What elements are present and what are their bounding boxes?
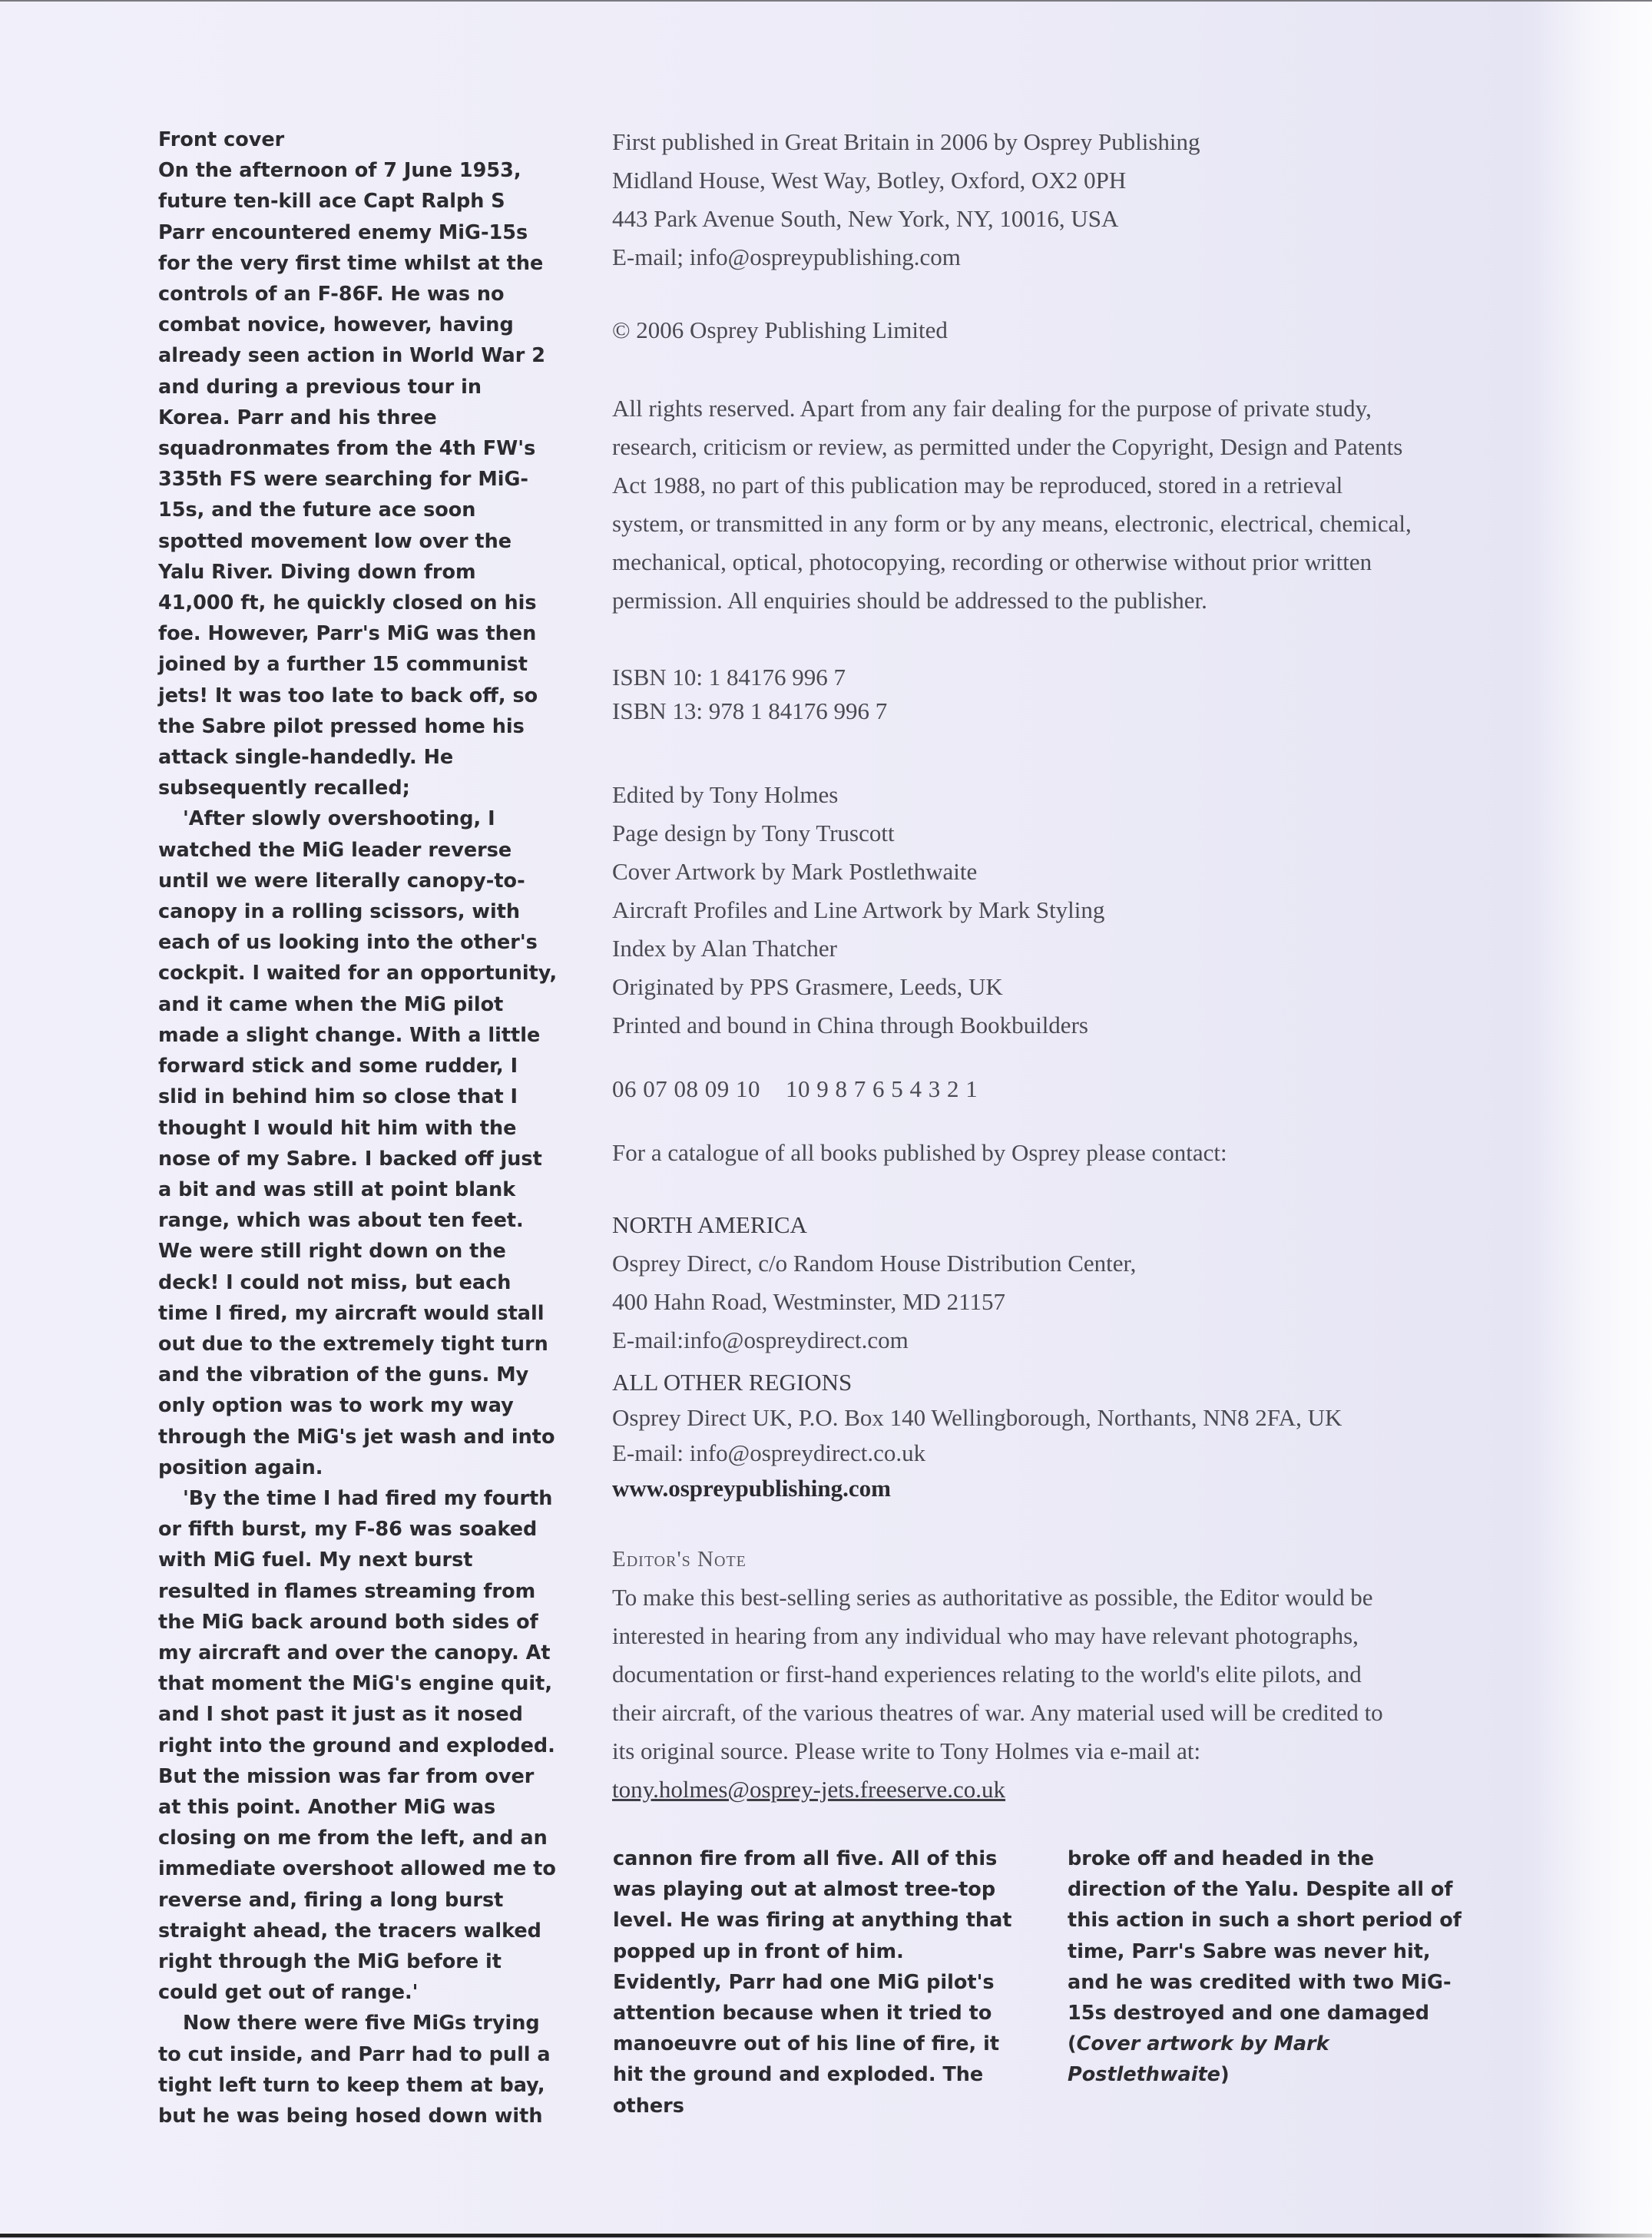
editors-note-title: Editor's Note [612, 1547, 747, 1572]
isbn-10: ISBN 10: 1 84176 996 7 [612, 664, 846, 691]
copyright-line: © 2006 Osprey Publishing Limited [612, 316, 948, 343]
publisher-email: E-mail; info@ospreypublishing.com [612, 243, 961, 270]
publisher-address-us: 443 Park Avenue South, New York, NY, 10016, USA [612, 205, 1119, 232]
editor-email-link[interactable]: tony.holmes@osprey-jets.freeserve.co.uk [612, 1776, 1006, 1803]
caption-close-paren: ) [1220, 2063, 1230, 2087]
caption-text: broke off and headed in the direction of the Yalu. Despite all of this action in such a short period of time, Parr's Sabre was never hit, and he was credited with two MiG-15s destroyed and one damaged ( [1068, 1847, 1462, 2056]
caption-paragraph: 'After slowly overshooting, I watched the MiG leader reverse until we were literally canopy-to-canopy in a rolling scissors, with each of us looking into the other's cockpit. I waited for an opportunity, and it came when the MiG pilot made a slight change. With a little forward stick and some rudder, I slid in behind him so close that I thought I would hit him with the nose of my Sabre. I backed off just a bit and was still at point blank range, which was about ten feet. We were still right down on the deck! I could not miss, but each time I fired, my aircraft would stall out due to the extremely tight turn and the vibration of the guns. My only option was to work my way through the MiG's jet wash and into position again. [158, 807, 558, 1479]
website-link[interactable]: www.ospreypublishing.com [612, 1475, 891, 1502]
rights-line: All rights reserved. Apart from any fair dealing for the purpose of private study, [612, 395, 1372, 422]
cover-caption-column [158, 124, 558, 2131]
cover-artwork-credit: Cover artwork by Mark Postlethwaite [1068, 2032, 1329, 2087]
north-america-block [612, 1206, 1472, 1360]
caption-paragraph: cannon fire from all five. All of this was playing out at almost tree-top level. He was firing at anything that popped up in front of him. Evidently, Parr had one MiG pilot's attention because when it tried to manoeuvre out of his line of fire, it hit the ground and exploded. The others [613, 1847, 1012, 2118]
north-america-line: Osprey Direct, c/o Random House Distribution Center, [612, 1250, 1137, 1277]
editors-note-line: their aircraft, of the various theatres of war. Any material used will be credited to [612, 1699, 1383, 1726]
rights-line: Act 1988, no part of this publication may be reproduced, stored in a retrieval [612, 472, 1343, 498]
credit-line: Index by Alan Thatcher [612, 935, 837, 962]
caption-paragraph: 'By the time I had fired my fourth or fifth burst, my F-86 was soaked with MiG fuel. My next burst resulted in flames streaming from the MiG back around both sides of my aircraft and over the canopy. At that moment the MiG's engine quit, and I shot past it just as it nosed right into the ground and exploded. But the mission was far from over at this point. Another MiG was closing on me from the left, and an immediate overshoot allowed me to reverse and, firing a long burst straight ahead, the tracers walked right through the MiG before it could get out of range.' [158, 1486, 556, 2005]
north-america-email: E-mail:info@ospreydirect.com [612, 1327, 909, 1353]
editors-note-line: its original source. Please write to Tony Holmes via e-mail at: [612, 1737, 1201, 1764]
credits-block [612, 776, 1472, 1045]
print-run-line: 06 07 08 09 10 10 9 8 7 6 5 4 3 2 1 [612, 1075, 978, 1102]
credit-line: Page design by Tony Truscott [612, 820, 895, 846]
publisher-address-uk: Midland House, West Way, Botley, Oxford, OX2 0PH [612, 167, 1127, 194]
editors-note-line: documentation or first-hand experiences relating to the world's elite pilots, and [612, 1661, 1362, 1688]
credit-line: Printed and bound in China through Bookbuilders [612, 1012, 1088, 1038]
caption-paragraph: Now there were five MiGs trying to cut inside, and Parr had to pull a tight left turn to keep them at bay, but he was being hosed down with [158, 2012, 551, 2128]
rights-block [612, 389, 1472, 620]
publisher-block [612, 123, 1472, 277]
publisher-line: First published in Great Britain in 2006 by Osprey Publishing [612, 128, 1200, 155]
caption-paragraph [1068, 1843, 1467, 2091]
north-america-title: NORTH AMERICA [612, 1211, 807, 1238]
rights-line: mechanical, optical, photocopying, recording or otherwise without prior written [612, 548, 1372, 575]
rights-line: permission. All enquiries should be addressed to the publisher. [612, 587, 1207, 614]
credit-line: Cover Artwork by Mark Postlethwaite [612, 858, 978, 885]
north-america-line: 400 Hahn Road, Westminster, MD 21157 [612, 1288, 1006, 1315]
editors-note-block [612, 1540, 1472, 1809]
caption-heading: Front cover [158, 128, 285, 151]
isbn-13: ISBN 13: 978 1 84176 996 7 [612, 697, 888, 724]
editors-note-line: To make this best-selling series as authoritative as possible, the Editor would be [612, 1584, 1373, 1611]
credit-line: Aircraft Profiles and Line Artwork by Mark Styling [612, 896, 1105, 923]
other-regions-block [612, 1365, 1472, 1506]
cover-caption-column-2 [613, 1843, 1012, 2121]
other-regions-email: E-mail: info@ospreydirect.co.uk [612, 1439, 926, 1466]
rights-line: system, or transmitted in any form or by any means, electronic, electrical, chemical, [612, 510, 1412, 537]
page-edge-shading [1537, 2, 1652, 2239]
other-regions-line: Osprey Direct UK, P.O. Box 140 Wellingborough, Northants, NN8 2FA, UK [612, 1404, 1342, 1431]
catalogue-line: For a catalogue of all books published by Osprey please contact: [612, 1139, 1227, 1166]
credit-line: Edited by Tony Holmes [612, 781, 839, 808]
editors-note-line: interested in hearing from any individual who may have relevant photographs, [612, 1622, 1359, 1649]
cover-caption-column-3 [1068, 1843, 1467, 2091]
other-regions-title: ALL OTHER REGIONS [612, 1369, 852, 1396]
isbn-block [612, 661, 1472, 728]
caption-paragraph: On the afternoon of 7 June 1953, future ten-kill ace Capt Ralph S Parr encountered enemy MiG-15s for the very first time whilst at the controls of an F-86F. He was no combat novice, however, having already seen action in World War 2 and during a previous tour in Korea. Parr and his three squadronmates from the 4th FW's 335th FS were searching for MiG-15s, and the future ace soon spotted movement low over the Yalu River. Diving down from 41,000 ft, he quickly closed on his foe. However, Parr's MiG was then joined by a further 15 communist jets! It was too late to back off, so the Sabre pilot pressed home his attack single-handedly. He subsequently recalled; [158, 159, 545, 800]
credit-line: Originated by PPS Grasmere, Leeds, UK [612, 973, 1003, 1000]
rights-line: research, criticism or review, as permitted under the Copyright, Design and Patents [612, 433, 1403, 460]
